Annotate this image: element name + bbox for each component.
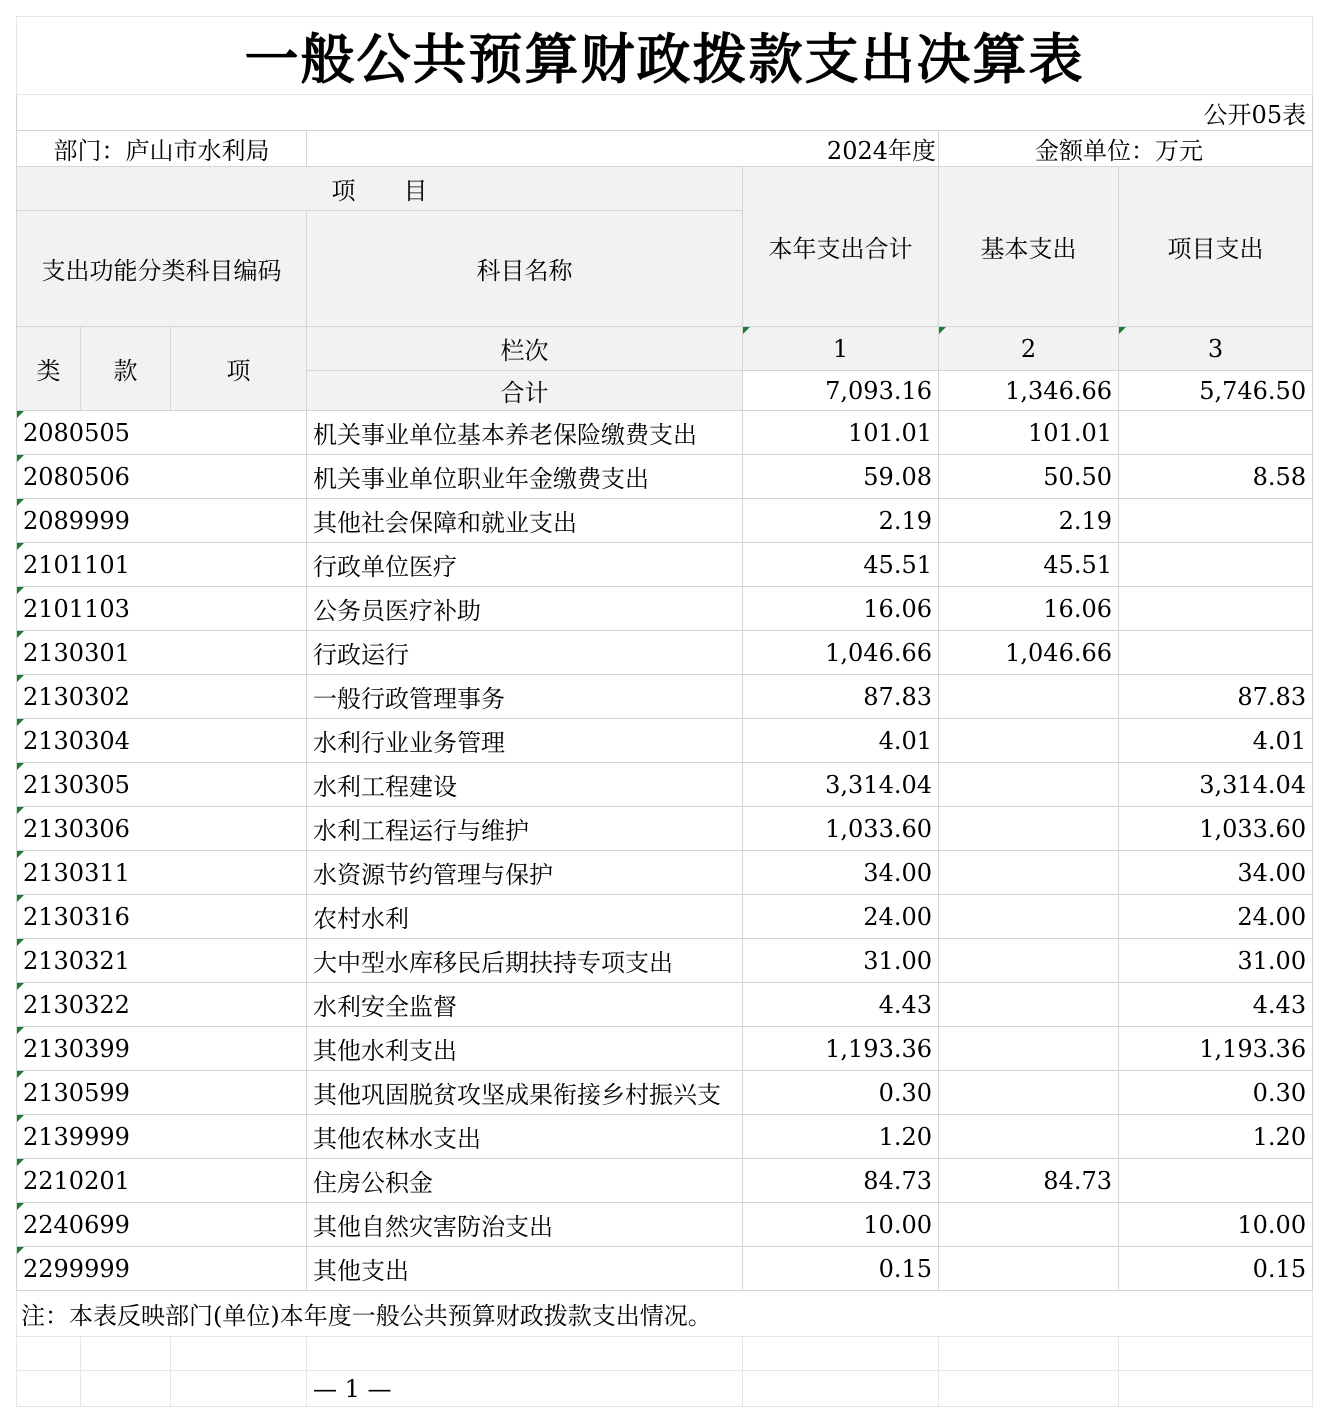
- row-code: 2130306: [17, 807, 307, 851]
- row-basic: [939, 1071, 1119, 1115]
- row-basic: [939, 895, 1119, 939]
- row-project: [1119, 499, 1313, 543]
- table-row: [17, 763, 1313, 807]
- row-project: 0.30: [1119, 1071, 1313, 1115]
- row-item-name: 一般行政管理事务: [307, 675, 743, 719]
- expenditure-table: [16, 16, 1313, 1407]
- row-code: 2130311: [17, 851, 307, 895]
- table-row: [17, 983, 1313, 1027]
- row-project: 34.00: [1119, 851, 1313, 895]
- row-code: 2210201: [17, 1159, 307, 1203]
- table-row: [17, 631, 1313, 675]
- row-code: 2089999: [17, 499, 307, 543]
- row-project: 4.43: [1119, 983, 1313, 1027]
- row-basic: 16.06: [939, 587, 1119, 631]
- row-basic: 50.50: [939, 455, 1119, 499]
- header-xiang: 项: [171, 327, 307, 411]
- row-code: 2080505: [17, 411, 307, 455]
- row-item-name: 公务员医疗补助: [307, 587, 743, 631]
- table-row: [17, 1071, 1313, 1115]
- row-basic: [939, 983, 1119, 1027]
- row-total: 1,193.36: [743, 1027, 939, 1071]
- row-total: 34.00: [743, 851, 939, 895]
- row-item-name: 其他水利支出: [307, 1027, 743, 1071]
- table-row: [17, 411, 1313, 455]
- total-row-sum: 7,093.16: [743, 371, 939, 411]
- row-project: 3,314.04: [1119, 763, 1313, 807]
- row-item-name: 水利安全监督: [307, 983, 743, 1027]
- header-project: 项 目: [17, 167, 743, 211]
- row-code: 2130322: [17, 983, 307, 1027]
- table-row: [17, 719, 1313, 763]
- row-basic: [939, 851, 1119, 895]
- table-row: [17, 851, 1313, 895]
- row-total: 24.00: [743, 895, 939, 939]
- row-basic: [939, 675, 1119, 719]
- row-basic: 45.51: [939, 543, 1119, 587]
- row-code: 2130305: [17, 763, 307, 807]
- row-basic: 1,046.66: [939, 631, 1119, 675]
- row-total: 10.00: [743, 1203, 939, 1247]
- row-total: 1,033.60: [743, 807, 939, 851]
- row-item-name: 其他巩固脱贫攻坚成果衔接乡村振兴支: [307, 1071, 743, 1115]
- row-code: 2101101: [17, 543, 307, 587]
- table-row: [17, 1247, 1313, 1291]
- row-total: 0.30: [743, 1071, 939, 1115]
- row-code: 2240699: [17, 1203, 307, 1247]
- table-row: [17, 455, 1313, 499]
- row-basic: [939, 807, 1119, 851]
- row-item-name: 其他农林水支出: [307, 1115, 743, 1159]
- row-project: [1119, 587, 1313, 631]
- row-code: 2130399: [17, 1027, 307, 1071]
- row-project: [1119, 1159, 1313, 1203]
- row-item-name: 大中型水库移民后期扶持专项支出: [307, 939, 743, 983]
- header-total-expenditure: 本年支出合计: [743, 167, 939, 327]
- row-project: [1119, 631, 1313, 675]
- table-row: [17, 543, 1313, 587]
- row-basic: 84.73: [939, 1159, 1119, 1203]
- row-project: [1119, 543, 1313, 587]
- header-item-name: 科目名称: [307, 211, 743, 327]
- department-label: 部门：庐山市水利局: [17, 131, 307, 167]
- row-total: 16.06: [743, 587, 939, 631]
- row-basic: [939, 719, 1119, 763]
- row-total: 4.01: [743, 719, 939, 763]
- row-project: 8.58: [1119, 455, 1313, 499]
- amount-unit: 金额单位：万元: [939, 131, 1313, 167]
- row-item-name: 水利行业业务管理: [307, 719, 743, 763]
- header-basic-expenditure: 基本支出: [939, 167, 1119, 327]
- row-total: 1,046.66: [743, 631, 939, 675]
- row-basic: [939, 763, 1119, 807]
- table-row: [17, 1027, 1313, 1071]
- table-number: 公开05表: [17, 95, 1313, 131]
- row-basic: [939, 1115, 1119, 1159]
- row-code: 2130321: [17, 939, 307, 983]
- header-column-index: 栏次: [307, 327, 743, 371]
- row-basic: [939, 1247, 1119, 1291]
- row-item-name: 行政运行: [307, 631, 743, 675]
- row-project: 1,193.36: [1119, 1027, 1313, 1071]
- column-number-3: 3: [1119, 327, 1313, 371]
- table-row: [17, 587, 1313, 631]
- fiscal-year: 2024年度: [307, 131, 939, 167]
- row-project: 10.00: [1119, 1203, 1313, 1247]
- row-total: 4.43: [743, 983, 939, 1027]
- row-item-name: 机关事业单位基本养老保险缴费支出: [307, 411, 743, 455]
- row-item-name: 水资源节约管理与保护: [307, 851, 743, 895]
- row-code: 2130304: [17, 719, 307, 763]
- row-item-name: 机关事业单位职业年金缴费支出: [307, 455, 743, 499]
- row-item-name: 行政单位医疗: [307, 543, 743, 587]
- row-total: 0.15: [743, 1247, 939, 1291]
- column-number-1: 1: [743, 327, 939, 371]
- row-project: 1.20: [1119, 1115, 1313, 1159]
- row-project: [1119, 411, 1313, 455]
- row-code: 2130302: [17, 675, 307, 719]
- page-title: 一般公共预算财政拨款支出决算表: [17, 17, 1313, 95]
- footnote: 注：本表反映部门(单位)本年度一般公共预算财政拨款支出情况。: [17, 1291, 1313, 1337]
- row-basic: [939, 1203, 1119, 1247]
- row-basic: [939, 1027, 1119, 1071]
- table-row: [17, 807, 1313, 851]
- row-total: 31.00: [743, 939, 939, 983]
- row-total: 59.08: [743, 455, 939, 499]
- row-code: 2130316: [17, 895, 307, 939]
- row-item-name: 农村水利: [307, 895, 743, 939]
- row-item-name: 水利工程建设: [307, 763, 743, 807]
- row-item-name: 水利工程运行与维护: [307, 807, 743, 851]
- table-row: [17, 499, 1313, 543]
- page-number: — 1 —: [307, 1371, 743, 1407]
- header-lei: 类: [17, 327, 81, 411]
- row-basic: 2.19: [939, 499, 1119, 543]
- row-code: 2130599: [17, 1071, 307, 1115]
- header-project-expenditure: 项目支出: [1119, 167, 1313, 327]
- row-basic: 101.01: [939, 411, 1119, 455]
- table-row: [17, 939, 1313, 983]
- row-code: 2080506: [17, 455, 307, 499]
- table-row: [17, 675, 1313, 719]
- table-row: [17, 1159, 1313, 1203]
- row-project: 0.15: [1119, 1247, 1313, 1291]
- row-code: 2130301: [17, 631, 307, 675]
- row-code: 2299999: [17, 1247, 307, 1291]
- row-item-name: 其他支出: [307, 1247, 743, 1291]
- row-project: 87.83: [1119, 675, 1313, 719]
- total-row-label: 合计: [307, 371, 743, 411]
- row-total: 2.19: [743, 499, 939, 543]
- header-code-group: 支出功能分类科目编码: [17, 211, 307, 327]
- row-code: 2139999: [17, 1115, 307, 1159]
- row-code: 2101103: [17, 587, 307, 631]
- row-total: 84.73: [743, 1159, 939, 1203]
- total-row-basic: 1,346.66: [939, 371, 1119, 411]
- row-item-name: 其他社会保障和就业支出: [307, 499, 743, 543]
- row-total: 101.01: [743, 411, 939, 455]
- row-total: 87.83: [743, 675, 939, 719]
- row-item-name: 住房公积金: [307, 1159, 743, 1203]
- row-project: 24.00: [1119, 895, 1313, 939]
- table-row: [17, 895, 1313, 939]
- table-row: [17, 1203, 1313, 1247]
- table-row: [17, 1115, 1313, 1159]
- row-project: 1,033.60: [1119, 807, 1313, 851]
- row-total: 45.51: [743, 543, 939, 587]
- row-item-name: 其他自然灾害防治支出: [307, 1203, 743, 1247]
- spreadsheet-sheet: [16, 16, 1312, 1407]
- column-number-2: 2: [939, 327, 1119, 371]
- row-project: 31.00: [1119, 939, 1313, 983]
- row-basic: [939, 939, 1119, 983]
- row-total: 1.20: [743, 1115, 939, 1159]
- header-kuan: 款: [81, 327, 171, 411]
- row-project: 4.01: [1119, 719, 1313, 763]
- row-total: 3,314.04: [743, 763, 939, 807]
- total-row-project: 5,746.50: [1119, 371, 1313, 411]
